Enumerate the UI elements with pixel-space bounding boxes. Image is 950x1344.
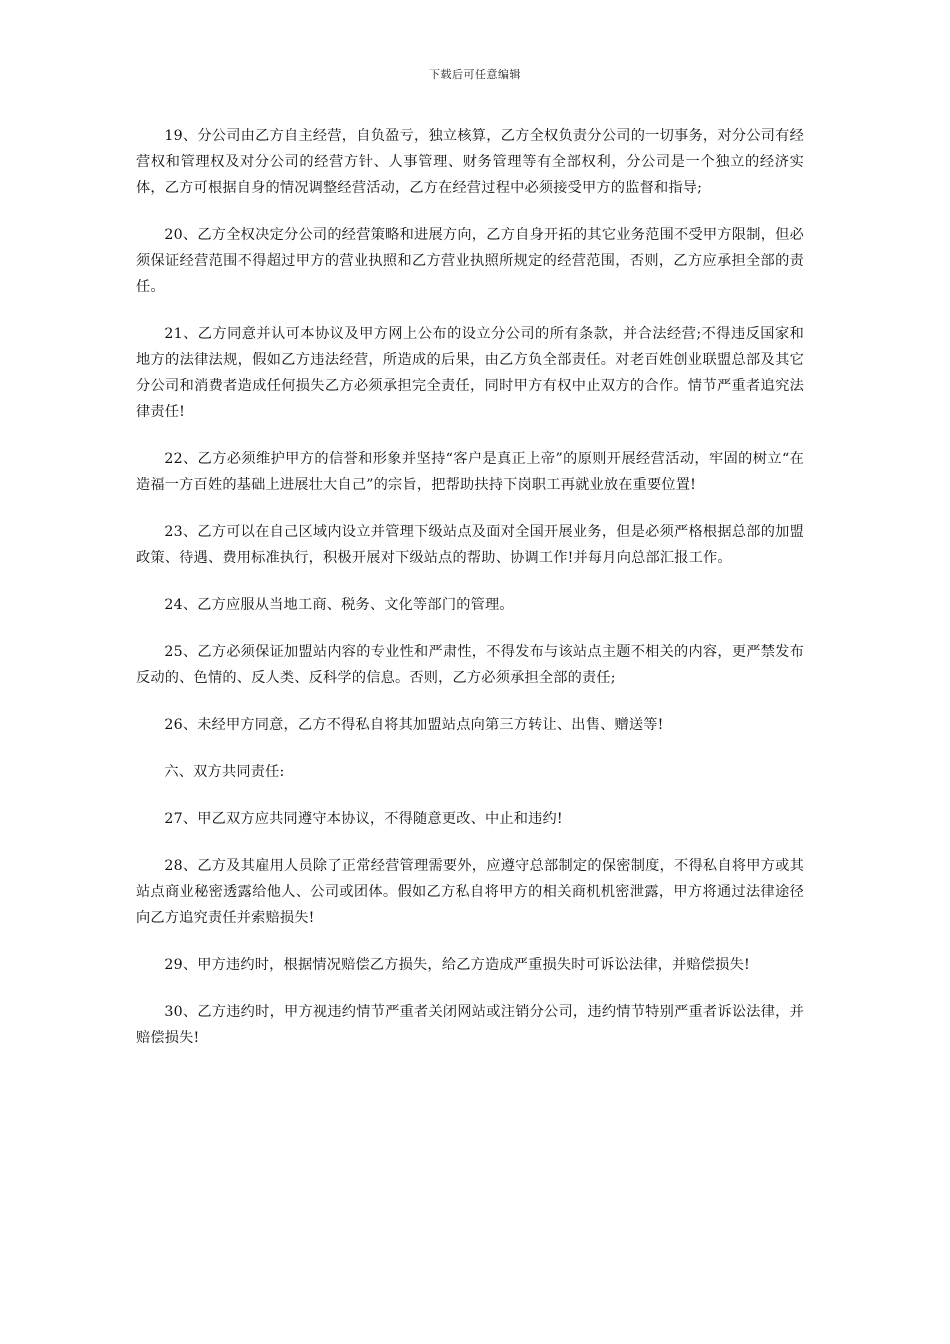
page-header: 下载后可任意编辑: [429, 68, 521, 81]
clause-26: 26、未经甲方同意，乙方不得私自将其加盟站点向第三方转让、出售、赠送等!: [164, 717, 664, 733]
clause-30: 30、乙方违约时，甲方视违约情节严重者关闭网站或注销分公司，违约情节特别严重者诉讼法律，并赔偿损失!: [136, 1004, 804, 1046]
clause-22: 22、乙方必须维护甲方的信誉和形象并坚持“客户是真正上帝”的原则开展经营活动，牢固的树立“在造福一方百姓的基础上进展壮大自己”的宗旨，把帮助扶持下岗职工再就业放在重要位置!: [136, 451, 804, 493]
clause-23: 23、乙方可以在自己区域内设立并管理下级站点及面对全国开展业务，但是必须严格根据总部的加盟政策、待遇、费用标准执行，积极开展对下级站点的帮助、协调工作!并每月向总部汇报工作。: [136, 524, 804, 566]
clause-27: 27、甲乙双方应共同遵守本协议，不得随意更改、中止和违约!: [164, 811, 563, 827]
clause-21: 21、乙方同意并认可本协议及甲方网上公布的设立分公司的所有条款，并合法经营;不得违反国家和地方的法律法规，假如乙方违法经营，所造成的后果，由乙方负全部责任。对老百姓创业联盟总部及其它分公司和消费者造成任何损失乙方必须承担完全责任，同时甲方有权中止双方的合作。情节严重者追究法律责任!: [136, 326, 804, 420]
section-heading-joint-responsibility: 六、双方共同责任:: [164, 764, 285, 780]
clause-25: 25、乙方必须保证加盟站内容的专业性和严肃性，不得发布与该站点主题不相关的内容，更严禁发布反动的、色情的、反人类、反科学的信息。否则，乙方必须承担全部的责任;: [136, 644, 804, 686]
clause-28: 28、乙方及其雇用人员除了正常经营管理需要外，应遵守总部制定的保密制度，不得私自将甲方或其站点商业秘密透露给他人、公司或团体。假如乙方私自将甲方的相关商机机密泄露，甲方将通过法律途径向乙方追究责任并索赔损失!: [136, 858, 804, 926]
clause-29: 29、甲方违约时，根据情况赔偿乙方损失，给乙方造成严重损失时可诉讼法律，并赔偿损失!: [164, 957, 750, 973]
clause-19: 19、分公司由乙方自主经营，自负盈亏，独立核算，乙方全权负责分公司的一切事务，对分公司有经营权和管理权及对分公司的经营方针、人事管理、财务管理等有全部权利，分公司是一个独立的经济实体，乙方可根据自身的情况调整经营活动，乙方在经营过程中必须接受甲方的监督和指导;: [136, 128, 804, 196]
document-body: [136, 123, 804, 1072]
clause-20: 20、乙方全权决定分公司的经营策略和进展方向，乙方自身开拓的其它业务范围不受甲方限制，但必须保证经营范围不得超过甲方的营业执照和乙方营业执照所规定的经营范围，否则，乙方应承担全部的责任。: [136, 227, 804, 295]
clause-24: 24、乙方应服从当地工商、税务、文化等部门的管理。: [164, 597, 514, 613]
